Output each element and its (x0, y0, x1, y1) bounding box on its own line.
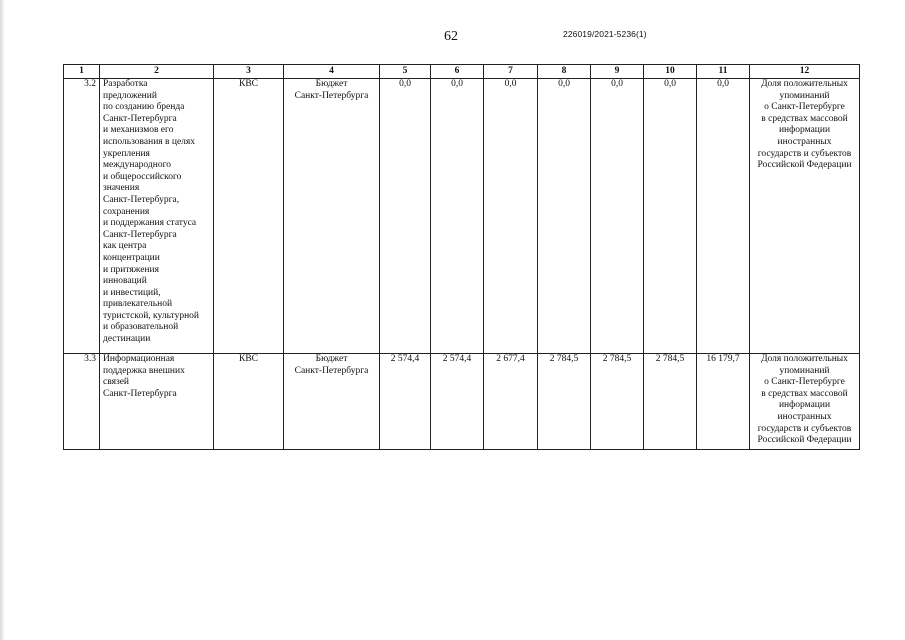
value-cell: 0,0 (644, 79, 697, 354)
header-cell: 11 (697, 65, 750, 79)
indicator: Доля положительных упоминаний о Санкт-Петербурге в средствах массовой информации иностранных государств и субъектов Российской Федерации (750, 79, 860, 354)
value-cell: 2 574,4 (380, 354, 431, 450)
value-cell: 0,0 (380, 79, 431, 354)
executor: КВС (214, 79, 284, 354)
value-cell: 0,0 (431, 79, 484, 354)
program-table (63, 64, 860, 450)
header-cell: 12 (750, 65, 860, 79)
value-cell: 16 179,7 (697, 354, 750, 450)
page-number: 62 (444, 29, 458, 44)
row-number: 3.3 (64, 354, 100, 450)
value-cell: 0,0 (538, 79, 591, 354)
row-number: 3.2 (64, 79, 100, 354)
value-cell: 2 677,4 (484, 354, 538, 450)
scan-edge (0, 0, 5, 640)
activity-name: Разработка предложений по созданию бренда Санкт-Петербурга и механизмов его использования в целях укрепления международного и общероссийского значения Санкт-Петербурга, сохранения и поддержания статуса Санкт-Петербурга как центра концентрации и притяжения инноваций и инвестиций, привлекательной туристской, культурной и образовательной дестинации (100, 79, 214, 354)
activity-name: Информационная поддержка внешних связей Санкт-Петербурга (100, 354, 214, 450)
header-cell: 6 (431, 65, 484, 79)
header-row (64, 65, 860, 79)
table-row (64, 354, 860, 450)
funding-source: Бюджет Санкт-Петербурга (284, 354, 380, 450)
funding-source: Бюджет Санкт-Петербурга (284, 79, 380, 354)
value-cell: 2 784,5 (644, 354, 697, 450)
table-row (64, 79, 860, 354)
value-cell: 0,0 (591, 79, 644, 354)
indicator: Доля положительных упоминаний о Санкт-Петербурге в средствах массовой информации иностранных государств и субъектов Российской Федерации (750, 354, 860, 450)
value-cell: 0,0 (484, 79, 538, 354)
header-cell: 4 (284, 65, 380, 79)
header-cell: 8 (538, 65, 591, 79)
header-cell: 2 (100, 65, 214, 79)
header-cell: 9 (591, 65, 644, 79)
header-cell: 5 (380, 65, 431, 79)
value-cell: 2 784,5 (538, 354, 591, 450)
header-cell: 10 (644, 65, 697, 79)
value-cell: 0,0 (697, 79, 750, 354)
header-cell: 3 (214, 65, 284, 79)
header-cell: 7 (484, 65, 538, 79)
value-cell: 2 574,4 (431, 354, 484, 450)
executor: КВС (214, 354, 284, 450)
document-id: 226019/2021-5236(1) (563, 29, 647, 39)
header-cell: 1 (64, 65, 100, 79)
value-cell: 2 784,5 (591, 354, 644, 450)
